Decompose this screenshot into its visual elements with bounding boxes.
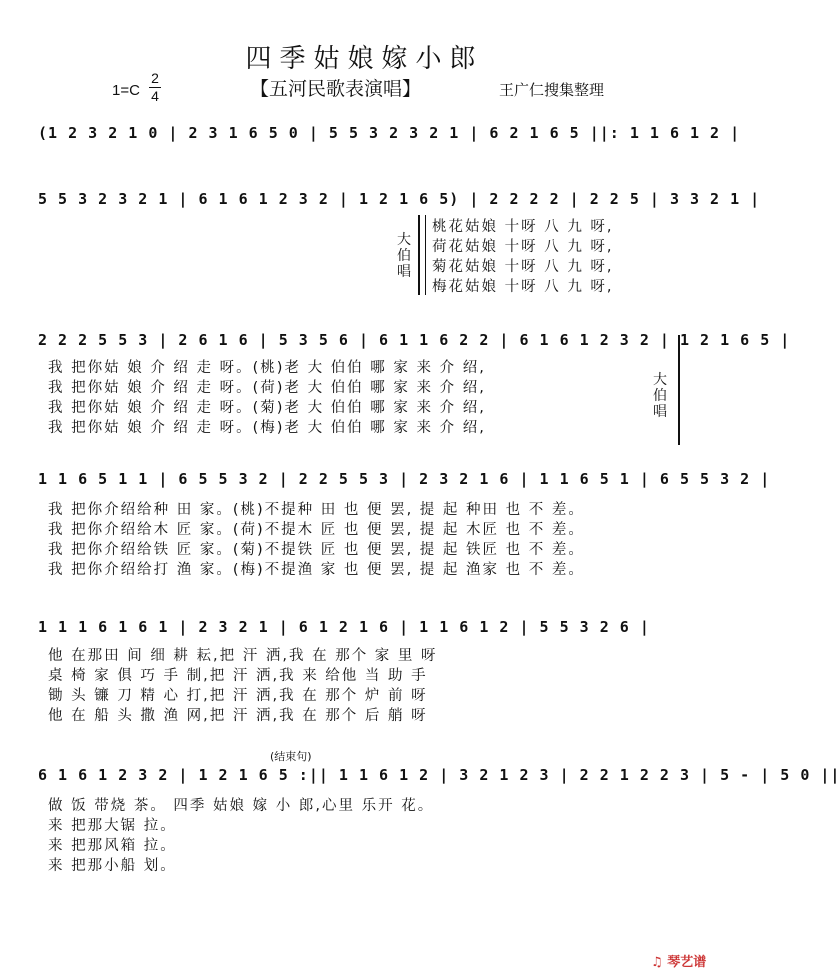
staff-notes: 2 2 2 5 5 3 | 2 6 1 6 | 5 3 5 6 | 6 1 1 6 2 2 | 6 1 6 1 2 3 2 | 1 2 1 6 5 |	[38, 331, 791, 349]
verse-bracket	[678, 335, 682, 445]
staff-notes: 1 1 6 5 1 1 | 6 5 5 3 2 | 2 2 5 5 3 | 2 3 2 1 6 | 1 1 6 5 1 | 6 5 5 3 2 |	[38, 470, 771, 488]
lyric-line: 我 把你姑 娘 介 绍 走 呀。(梅)老 大 伯伯 哪 家 来 介 绍,	[48, 420, 486, 436]
lyric-line: 他 在那田 间 细 耕 耘,把 汗 洒,我 在 那个 家 里 呀	[48, 648, 438, 664]
logo-text: 琴艺谱	[667, 955, 707, 970]
lyric-line: 梅花姑娘 十呀 八 九 呀,	[432, 279, 614, 295]
lyric-line: 锄 头 镰 刀 精 心 打,把 汗 洒,我 在 那个 炉 前 呀	[48, 688, 428, 704]
key-signature: 1=C	[112, 82, 140, 99]
time-signature	[149, 70, 161, 105]
lyric-line: 我 把你姑 娘 介 绍 走 呀。(桃)老 大 伯伯 哪 家 来 介 绍,	[48, 360, 486, 376]
lyric-line: 我 把你姑 娘 介 绍 走 呀。(荷)老 大 伯伯 哪 家 来 介 绍,	[48, 380, 486, 396]
song-title: 四季姑娘嫁小郎	[245, 44, 484, 74]
lyric-line: 我 把你介绍给打 渔 家。(梅)不提渔 家 也 便 罢, 提 起 渔家 也 不 差。	[48, 562, 585, 578]
voice-tag-uncle-2: 大伯唱	[653, 372, 667, 420]
lyric-line: 做 饭 带烧 茶。 四季 姑娘 嫁 小 郎,心里 乐开 花。	[48, 798, 435, 814]
lyric-line: 我 把你介绍给种 田 家。(桃)不提种 田 也 便 罢, 提 起 种田 也 不 差。	[48, 502, 585, 518]
lyric-line: 我 把你介绍给木 匠 家。(荷)不提木 匠 也 便 罢, 提 起 木匠 也 不 差。	[48, 522, 585, 538]
lyrics-block-2	[48, 358, 486, 438]
lyric-line: 我 把你介绍给铁 匠 家。(菊)不提铁 匠 也 便 罢, 提 起 铁匠 也 不 差。	[48, 542, 585, 558]
staff-notes: (1 2 3 2 1 0 | 2 3 1 6 5 0 | 5 5 3 2 3 2 1 | 6 2 1 6 5 ||: 1 1 6 1 2 |	[38, 124, 741, 142]
song-subtitle: 【五河民歌表演唱】	[250, 78, 422, 100]
time-sig-top: 2	[151, 70, 159, 86]
lyric-line: 桃花姑娘 十呀 八 九 呀,	[432, 219, 614, 235]
lyrics-block-1	[432, 217, 614, 297]
lyrics-block-5	[48, 796, 434, 876]
lyrics-block-3	[48, 500, 585, 580]
lyric-line: 他 在 船 头 撒 渔 网,把 汗 洒,我 在 那个 后 艄 呀	[48, 708, 428, 724]
site-logo	[651, 951, 706, 970]
lyrics-block-4	[48, 646, 438, 726]
staff-notes: 1 1 1 6 1 6 1 | 2 3 2 1 | 6 1 2 1 6 | 1 1 6 1 2 | 5 5 3 2 6 |	[38, 618, 650, 636]
staff-notes: 5 5 3 2 3 2 1 | 6 1 6 1 2 3 2 | 1 2 1 6 5) | 2 2 2 2 | 2 2 5 | 3 3 2 1 |	[38, 190, 761, 208]
song-credit: 王广仁搜集整理	[499, 81, 605, 99]
lyric-line: 来 把那大锯 拉。	[48, 818, 177, 834]
ending-phrase-label: (结束句)	[270, 750, 312, 763]
verse-bracket	[418, 215, 426, 295]
lyric-line: 我 把你姑 娘 介 绍 走 呀。(菊)老 大 伯伯 哪 家 来 介 绍,	[48, 400, 486, 416]
lyric-line: 荷花姑娘 十呀 八 九 呀,	[432, 239, 614, 255]
lyric-line: 来 把那小船 划。	[48, 858, 177, 874]
time-sig-bottom: 4	[151, 88, 159, 104]
lyric-line: 来 把那风箱 拉。	[48, 838, 177, 854]
lyric-line: 桌 椅 家 俱 巧 手 制,把 汗 洒,我 来 给他 当 助 手	[48, 668, 428, 684]
lyric-line: 菊花姑娘 十呀 八 九 呀,	[432, 259, 614, 275]
staff-notes: 6 1 6 1 2 3 2 | 1 2 1 6 5 :|| 1 1 6 1 2 | 3 2 1 2 3 | 2 2 1 2 2 3 | 5 - | 5 0 ||	[38, 766, 840, 784]
staff-line-1	[38, 120, 741, 160]
voice-tag-uncle: 大伯唱	[397, 232, 411, 280]
logo-icon: ♫	[651, 955, 663, 970]
